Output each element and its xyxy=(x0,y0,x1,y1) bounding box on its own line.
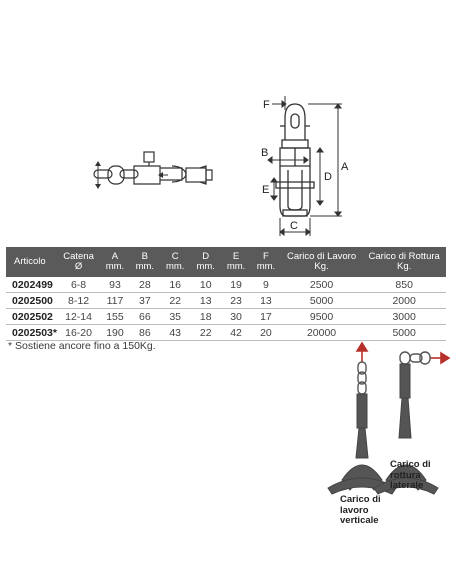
lateral-load-caption: Carico di rottura laterale xyxy=(390,459,431,491)
table-cell: 155 xyxy=(100,309,130,325)
table-cell: 18 xyxy=(190,309,221,325)
table-cell: 10 xyxy=(190,277,221,293)
technical-drawing xyxy=(0,0,452,240)
table-cell: 17 xyxy=(251,309,281,325)
article-code: 0202500 xyxy=(6,293,57,309)
column-header: Carico di Lavoro Kg. xyxy=(281,247,363,277)
column-header: Catena Ø xyxy=(57,247,100,277)
column-header: Carico di Rottura Kg. xyxy=(362,247,446,277)
table-cell: 23 xyxy=(221,293,251,309)
dimension-label-c: C xyxy=(290,220,298,232)
table-cell: 43 xyxy=(160,325,191,341)
column-header: F mm. xyxy=(251,247,281,277)
article-code: 0202503* xyxy=(6,325,57,341)
footnote: * Sostiene ancore fino a 150Kg. xyxy=(8,340,156,352)
article-code: 0202499 xyxy=(6,277,57,293)
lateral-chain xyxy=(400,352,430,364)
vertical-load-arrow xyxy=(357,343,367,362)
column-header: B mm. xyxy=(130,247,160,277)
swivel-assembly-drawing xyxy=(94,152,212,184)
table-cell: 9 xyxy=(251,277,281,293)
column-header: Articolo xyxy=(6,247,57,277)
table-cell: 20 xyxy=(251,325,281,341)
table-cell: 3000 xyxy=(362,309,446,325)
table-row xyxy=(6,293,446,309)
specifications-table xyxy=(6,247,446,341)
table-cell: 12-14 xyxy=(57,309,100,325)
table-cell: 2500 xyxy=(281,277,363,293)
table-cell: 19 xyxy=(221,277,251,293)
dimension-label-f: F xyxy=(263,99,270,111)
article-code: 0202502 xyxy=(6,309,57,325)
table-cell: 6-8 xyxy=(57,277,100,293)
table-cell: 5000 xyxy=(281,293,363,309)
table-cell: 35 xyxy=(160,309,191,325)
table-cell: 28 xyxy=(130,277,160,293)
table-cell: 850 xyxy=(362,277,446,293)
dimension-label-d: D xyxy=(324,171,332,183)
column-header: C mm. xyxy=(160,247,191,277)
dimension-label-b: B xyxy=(261,147,269,159)
vertical-load-caption: Carico di lavoro verticale xyxy=(340,494,381,526)
table-row xyxy=(6,277,446,293)
table-row xyxy=(6,325,446,341)
load-illustration xyxy=(318,340,452,580)
column-header: E mm. xyxy=(221,247,251,277)
table-cell: 13 xyxy=(190,293,221,309)
table-cell: 37 xyxy=(130,293,160,309)
table-cell: 13 xyxy=(251,293,281,309)
table-cell: 5000 xyxy=(362,325,446,341)
vertical-chain xyxy=(358,362,366,394)
table-cell: 16-20 xyxy=(57,325,100,341)
dimension-label-a: A xyxy=(341,161,349,173)
table-cell: 2000 xyxy=(362,293,446,309)
vertical-anchor-icon xyxy=(328,394,396,494)
assembly-dimension-arrows xyxy=(95,161,168,189)
column-header: A mm. xyxy=(100,247,130,277)
column-header: D mm. xyxy=(190,247,221,277)
table-cell: 22 xyxy=(160,293,191,309)
table-row xyxy=(6,309,446,325)
table-cell: 42 xyxy=(221,325,251,341)
table-cell: 30 xyxy=(221,309,251,325)
table-cell: 86 xyxy=(130,325,160,341)
table-cell: 16 xyxy=(160,277,191,293)
table-cell: 93 xyxy=(100,277,130,293)
table-cell: 66 xyxy=(130,309,160,325)
table-cell: 20000 xyxy=(281,325,363,341)
table-cell: 9500 xyxy=(281,309,363,325)
table-cell: 117 xyxy=(100,293,130,309)
table-cell: 8-12 xyxy=(57,293,100,309)
table-cell: 190 xyxy=(100,325,130,341)
table-header-row xyxy=(6,247,446,277)
lateral-load-arrow xyxy=(430,353,449,363)
dimension-label-e: E xyxy=(262,184,270,196)
table-cell: 22 xyxy=(190,325,221,341)
